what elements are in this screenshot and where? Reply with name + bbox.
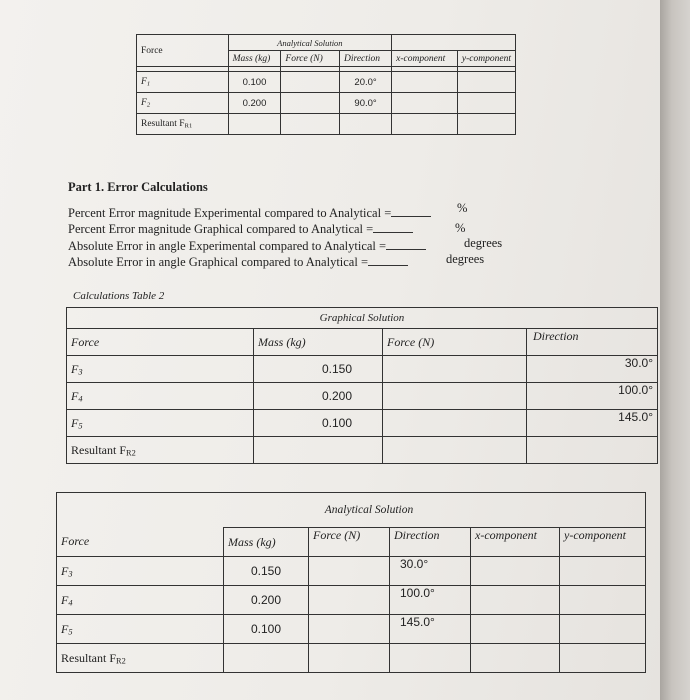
t2-mass-cell: 0.100: [254, 410, 383, 437]
t2-force-cell: F5: [67, 410, 254, 437]
t3-mass-cell: 0.200: [224, 586, 309, 615]
t2-row: [67, 356, 658, 383]
t3-mass-header: Mass (kg): [224, 528, 309, 557]
t3-force-cell: F3: [57, 557, 224, 586]
t3-y-cell[interactable]: [560, 586, 646, 615]
t2-direction-cell: 30.0°: [527, 356, 658, 383]
t2-row: [67, 410, 658, 437]
answer-blank[interactable]: [386, 237, 426, 250]
t1-x-cell[interactable]: [392, 93, 458, 114]
t1-forcen-cell[interactable]: [281, 93, 340, 114]
answer-blank[interactable]: [368, 253, 408, 266]
answer-blank[interactable]: [373, 220, 413, 233]
t3-direction-cell: 145.0°: [390, 615, 471, 644]
t1-mass-cell: 0.100: [228, 72, 281, 93]
error-line: Absolute Error in angle Experimental compared to Analytical = degrees: [68, 235, 503, 253]
t1-force-cell: $F_2$: [137, 93, 229, 114]
t3-x-cell[interactable]: [471, 644, 560, 673]
t3-force-header: Force: [57, 528, 224, 557]
t2-direction-cell: 100.0°: [527, 383, 658, 410]
answer-blank[interactable]: [391, 204, 431, 217]
analytical-table-3: [56, 492, 646, 673]
t1-direction-header: Direction: [340, 51, 392, 67]
t1-forcen-cell[interactable]: [281, 114, 340, 135]
page-edge: [660, 0, 690, 700]
t1-row: [137, 114, 516, 135]
t3-forcen-header: Force (N): [309, 528, 390, 557]
t2-forcen-cell[interactable]: [383, 437, 527, 464]
t3-x-cell[interactable]: [471, 586, 560, 615]
t2-forcen-cell[interactable]: [383, 356, 527, 383]
t2-mass-header: Mass (kg): [254, 329, 383, 356]
t1-y-cell[interactable]: [457, 93, 515, 114]
t1-force-header: Force: [137, 35, 229, 67]
t1-forcen-header: Force (N): [281, 51, 340, 67]
t2-title: Graphical Solution: [67, 308, 658, 329]
t2-resultant-cell: Resultant FR2: [67, 437, 254, 464]
t3-resultant-cell: Resultant FR2: [57, 644, 224, 673]
t1-title: Analytical Solution: [228, 35, 392, 51]
t1-mass-cell: 0.200: [228, 93, 281, 114]
graphical-table-2: [66, 307, 658, 464]
t2-force-header: Force: [67, 329, 254, 356]
t3-x-cell[interactable]: [471, 557, 560, 586]
analytical-table-1: [136, 34, 516, 135]
t2-direction-header: Direction: [527, 329, 658, 356]
t3-direction-cell: 100.0°: [390, 586, 471, 615]
error-line: Absolute Error in angle Graphical compared to Analytical = degrees: [68, 252, 485, 269]
t3-x-header: x-component: [471, 528, 560, 557]
t3-forcen-cell[interactable]: [309, 586, 390, 615]
t3-row: [57, 644, 646, 673]
error-line: Percent Error magnitude Graphical compared to Analytical = %: [68, 221, 466, 236]
error-calculations: [68, 179, 503, 270]
t3-row: [57, 615, 646, 644]
t3-force-cell: F5: [57, 615, 224, 644]
t3-force-cell: F4: [57, 586, 224, 615]
t3-y-cell[interactable]: [560, 615, 646, 644]
t2-direction-cell[interactable]: [527, 437, 658, 464]
t1-mass-cell[interactable]: [228, 114, 281, 135]
t2-force-cell: F3: [67, 356, 254, 383]
t3-forcen-cell[interactable]: [309, 615, 390, 644]
t1-y-header: y-component: [457, 51, 515, 67]
t3-direction-header: Direction: [390, 528, 471, 557]
t2-mass-cell[interactable]: [254, 437, 383, 464]
error-line: Percent Error magnitude Experimental compared to Analytical = %: [68, 200, 468, 220]
table2-caption: Calculations Table 2: [73, 290, 165, 302]
t3-y-cell[interactable]: [560, 644, 646, 673]
t3-title: Analytical Solution: [57, 493, 646, 528]
t1-direction-cell: 20.0°: [340, 72, 392, 93]
t1-forcen-cell[interactable]: [281, 72, 340, 93]
t1-x-header: x-component: [392, 51, 458, 67]
t2-mass-cell: 0.200: [254, 383, 383, 410]
t1-x-cell[interactable]: [392, 72, 458, 93]
t2-forcen-header: Force (N): [383, 329, 527, 356]
part1-heading: Part 1. Error Calculations: [68, 180, 208, 194]
t1-direction-cell[interactable]: [340, 114, 392, 135]
t3-forcen-cell[interactable]: [309, 644, 390, 673]
t2-forcen-cell[interactable]: [383, 410, 527, 437]
t1-row: [137, 72, 516, 93]
t2-row: [67, 437, 658, 464]
t3-row: [57, 557, 646, 586]
t2-force-cell: F4: [67, 383, 254, 410]
t3-y-cell[interactable]: [560, 557, 646, 586]
t1-mass-header: Mass (kg): [228, 51, 281, 67]
t1-x-cell[interactable]: [392, 114, 458, 135]
t2-row: [67, 383, 658, 410]
t1-row: [137, 93, 516, 114]
t2-forcen-cell[interactable]: [383, 383, 527, 410]
t2-mass-cell: 0.150: [254, 356, 383, 383]
t1-direction-cell: 90.0°: [340, 93, 392, 114]
t3-mass-cell: 0.100: [224, 615, 309, 644]
t1-resultant-cell: Resultant $F_{R1}$: [137, 114, 229, 135]
t1-force-cell: $F_1$: [137, 72, 229, 93]
t1-y-cell[interactable]: [457, 72, 515, 93]
t1-y-cell[interactable]: [457, 114, 515, 135]
t3-forcen-cell[interactable]: [309, 557, 390, 586]
t2-direction-cell: 145.0°: [527, 410, 658, 437]
t3-direction-cell: 30.0°: [390, 557, 471, 586]
t3-direction-cell[interactable]: [390, 644, 471, 673]
t3-y-header: y-component: [560, 528, 646, 557]
t3-mass-cell: 0.150: [224, 557, 309, 586]
t3-mass-cell[interactable]: [224, 644, 309, 673]
t3-row: [57, 586, 646, 615]
t3-x-cell[interactable]: [471, 615, 560, 644]
